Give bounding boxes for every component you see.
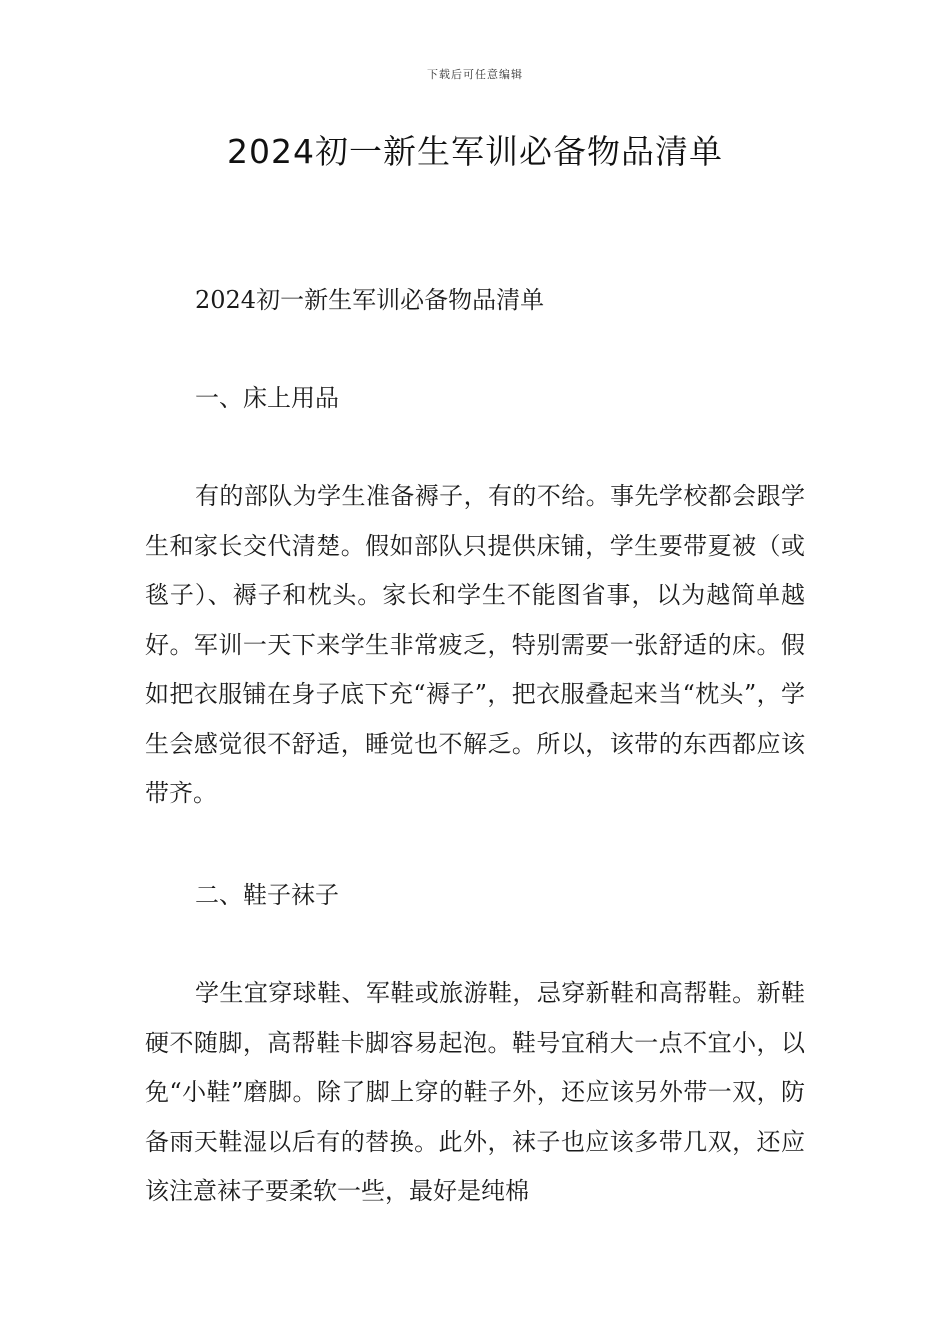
section-heading-shoes-socks — [145, 871, 805, 921]
section-heading-bedding — [145, 374, 805, 424]
section-paragraph-shoes-socks — [145, 969, 805, 1217]
section-paragraph-bedding — [145, 472, 805, 819]
document-subtitle — [145, 276, 805, 326]
section-heading-text: 一、床上用品 — [195, 384, 339, 412]
header-note: 下载后可任意编辑 — [427, 68, 523, 81]
paragraph-text: 学生宜穿球鞋、军鞋或旅游鞋，忌穿新鞋和高帮鞋。新鞋硬不随脚，高帮鞋卡脚容易起泡。鞋号宜稍大一点不宜小，以免“小鞋”磨脚。除了脚上穿的鞋子外，还应该另外带一双，防备雨天鞋湿以后有的替换。此外，袜子也应该多带几双，还应该注意袜子要柔软一些，最好是纯棉 — [145, 979, 805, 1205]
paragraph-text: 有的部队为学生准备褥子，有的不给。事先学校都会跟学生和家长交代清楚。假如部队只提供床铺，学生要带夏被（或毯子）、褥子和枕头。家长和学生不能图省事，以为越简单越好。军训一天下来学生非常疲乏，特别需要一张舒适的床。假如把衣服铺在身子底下充“褥子”，把衣服叠起来当“枕头”，学生会感觉很不舒适，睡觉也不解乏。所以，该带的东西都应该带齐。 — [145, 482, 805, 807]
section-heading-text: 二、鞋子袜子 — [195, 881, 339, 909]
subtitle-text: 2024初一新生军训必备物品清单 — [195, 286, 545, 314]
document-title: 2024初一新生军训必备物品清单 — [227, 132, 723, 171]
